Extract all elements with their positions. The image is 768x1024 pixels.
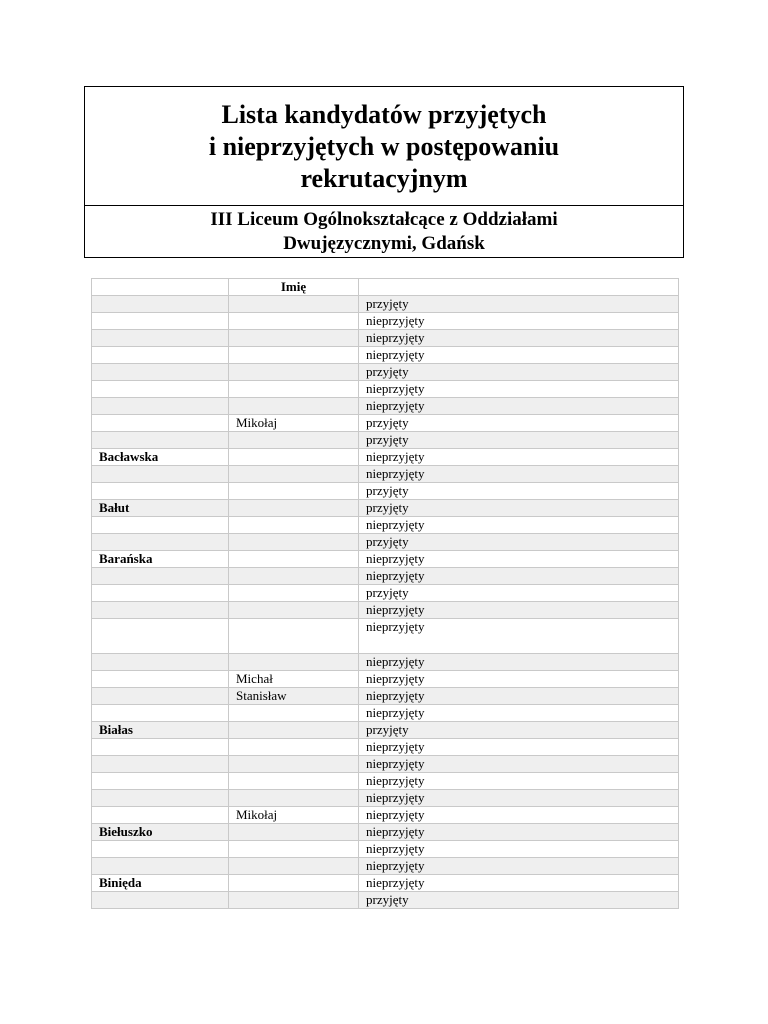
surname-cell: Białas: [92, 721, 229, 738]
name-cell: [229, 364, 359, 381]
school-line-2: Dwujęzycznymi, Gdańsk: [283, 232, 485, 254]
surname-cell: [92, 772, 229, 789]
table-row: [92, 670, 679, 687]
surname-cell: [92, 432, 229, 449]
surname-cell: [92, 364, 229, 381]
surname-cell: [92, 415, 229, 432]
table-row: [92, 585, 679, 602]
name-cell: [229, 653, 359, 670]
surname-cell: [92, 398, 229, 415]
table-row: [92, 823, 679, 840]
table-row: [92, 738, 679, 755]
name-cell: [229, 432, 359, 449]
table-row: [92, 806, 679, 823]
surname-cell: [92, 806, 229, 823]
status-cell: nieprzyjęty: [359, 823, 679, 840]
status-cell: nieprzyjęty: [359, 449, 679, 466]
name-cell: [229, 755, 359, 772]
table-row: [92, 415, 679, 432]
status-cell: nieprzyjęty: [359, 806, 679, 823]
name-cell: [229, 721, 359, 738]
status-cell: przyjęty: [359, 891, 679, 908]
surname-cell: [92, 789, 229, 806]
title-line-2: i nieprzyjętych w postępowaniu: [208, 132, 560, 161]
name-cell: [229, 347, 359, 364]
document-title: [85, 87, 683, 206]
table-row: [92, 891, 679, 908]
title-line-3: rekrutacyjnym: [300, 164, 468, 193]
surname-cell: Bacławska: [92, 449, 229, 466]
table-row: [92, 874, 679, 891]
table-row: [92, 534, 679, 551]
table-row: [92, 772, 679, 789]
table-body: [92, 296, 679, 909]
table-row: [92, 653, 679, 670]
document-header: [84, 86, 684, 258]
surname-cell: Barańska: [92, 551, 229, 568]
status-cell: nieprzyjęty: [359, 687, 679, 704]
table-row: [92, 551, 679, 568]
status-cell: przyjęty: [359, 500, 679, 517]
table-row: [92, 381, 679, 398]
name-cell: [229, 874, 359, 891]
surname-cell: [92, 347, 229, 364]
name-cell: [229, 568, 359, 585]
school-line-1: III Liceum Ogólnokształcące z Oddziałami: [210, 208, 558, 230]
status-cell: przyjęty: [359, 721, 679, 738]
surname-cell: [92, 313, 229, 330]
name-cell: Mikołaj: [229, 415, 359, 432]
table-row: [92, 500, 679, 517]
status-cell: nieprzyjęty: [359, 313, 679, 330]
surname-cell: [92, 466, 229, 483]
status-cell: przyjęty: [359, 534, 679, 551]
status-cell: nieprzyjęty: [359, 619, 679, 654]
name-cell: [229, 296, 359, 313]
name-cell: [229, 500, 359, 517]
name-cell: [229, 704, 359, 721]
table-row: [92, 704, 679, 721]
name-cell: [229, 891, 359, 908]
name-cell: [229, 585, 359, 602]
name-cell: [229, 772, 359, 789]
status-cell: przyjęty: [359, 432, 679, 449]
status-cell: nieprzyjęty: [359, 602, 679, 619]
surname-cell: [92, 534, 229, 551]
surname-cell: [92, 670, 229, 687]
surname-cell: [92, 857, 229, 874]
table-row: [92, 449, 679, 466]
status-cell: nieprzyjęty: [359, 789, 679, 806]
status-cell: nieprzyjęty: [359, 874, 679, 891]
table-row: [92, 432, 679, 449]
table-row: [92, 466, 679, 483]
name-cell: [229, 466, 359, 483]
table-row: [92, 721, 679, 738]
table-row: [92, 483, 679, 500]
surname-cell: [92, 619, 229, 654]
name-cell: Michał: [229, 670, 359, 687]
table-row: [92, 398, 679, 415]
surname-cell: [92, 330, 229, 347]
name-cell: [229, 857, 359, 874]
name-cell: [229, 398, 359, 415]
status-cell: nieprzyjęty: [359, 840, 679, 857]
status-cell: nieprzyjęty: [359, 772, 679, 789]
table-row: [92, 517, 679, 534]
table-row: [92, 568, 679, 585]
status-cell: nieprzyjęty: [359, 857, 679, 874]
status-cell: nieprzyjęty: [359, 653, 679, 670]
table-row: [92, 364, 679, 381]
status-cell: nieprzyjęty: [359, 738, 679, 755]
status-cell: przyjęty: [359, 296, 679, 313]
table-row: [92, 840, 679, 857]
surname-cell: [92, 483, 229, 500]
name-cell: Mikołaj: [229, 806, 359, 823]
status-cell: nieprzyjęty: [359, 381, 679, 398]
table-row: [92, 857, 679, 874]
name-cell: [229, 381, 359, 398]
table-row: [92, 687, 679, 704]
table-row: [92, 347, 679, 364]
column-header-name: Imię: [229, 279, 359, 296]
name-cell: [229, 602, 359, 619]
status-cell: nieprzyjęty: [359, 347, 679, 364]
column-header-surname: [92, 279, 229, 296]
table-header-row: [92, 279, 679, 296]
status-cell: nieprzyjęty: [359, 755, 679, 772]
name-cell: Stanisław: [229, 687, 359, 704]
column-header-status: [359, 279, 679, 296]
surname-cell: Biełuszko: [92, 823, 229, 840]
surname-cell: [92, 585, 229, 602]
table-row: [92, 755, 679, 772]
name-cell: [229, 789, 359, 806]
surname-cell: [92, 704, 229, 721]
surname-cell: [92, 602, 229, 619]
table-row: [92, 602, 679, 619]
status-cell: nieprzyjęty: [359, 568, 679, 585]
surname-cell: [92, 517, 229, 534]
candidates-table: [91, 278, 679, 909]
name-cell: [229, 534, 359, 551]
name-cell: [229, 840, 359, 857]
surname-cell: Bałut: [92, 500, 229, 517]
name-cell: [229, 483, 359, 500]
surname-cell: Binięda: [92, 874, 229, 891]
status-cell: nieprzyjęty: [359, 466, 679, 483]
name-cell: [229, 551, 359, 568]
title-line-1: Lista kandydatów przyjętych: [221, 100, 547, 129]
surname-cell: [92, 568, 229, 585]
surname-cell: [92, 891, 229, 908]
school-name: [85, 206, 683, 257]
surname-cell: [92, 381, 229, 398]
table-row: [92, 313, 679, 330]
status-cell: nieprzyjęty: [359, 551, 679, 568]
status-cell: nieprzyjęty: [359, 670, 679, 687]
name-cell: [229, 449, 359, 466]
table-row: [92, 789, 679, 806]
table-row: [92, 330, 679, 347]
name-cell: [229, 313, 359, 330]
surname-cell: [92, 687, 229, 704]
table-row: [92, 296, 679, 313]
status-cell: nieprzyjęty: [359, 398, 679, 415]
status-cell: przyjęty: [359, 483, 679, 500]
status-cell: nieprzyjęty: [359, 704, 679, 721]
status-cell: nieprzyjęty: [359, 517, 679, 534]
table-row: [92, 619, 679, 654]
surname-cell: [92, 738, 229, 755]
name-cell: [229, 619, 359, 654]
status-cell: przyjęty: [359, 364, 679, 381]
surname-cell: [92, 296, 229, 313]
status-cell: przyjęty: [359, 585, 679, 602]
name-cell: [229, 330, 359, 347]
name-cell: [229, 738, 359, 755]
surname-cell: [92, 653, 229, 670]
status-cell: nieprzyjęty: [359, 330, 679, 347]
name-cell: [229, 823, 359, 840]
surname-cell: [92, 840, 229, 857]
name-cell: [229, 517, 359, 534]
status-cell: przyjęty: [359, 415, 679, 432]
surname-cell: [92, 755, 229, 772]
